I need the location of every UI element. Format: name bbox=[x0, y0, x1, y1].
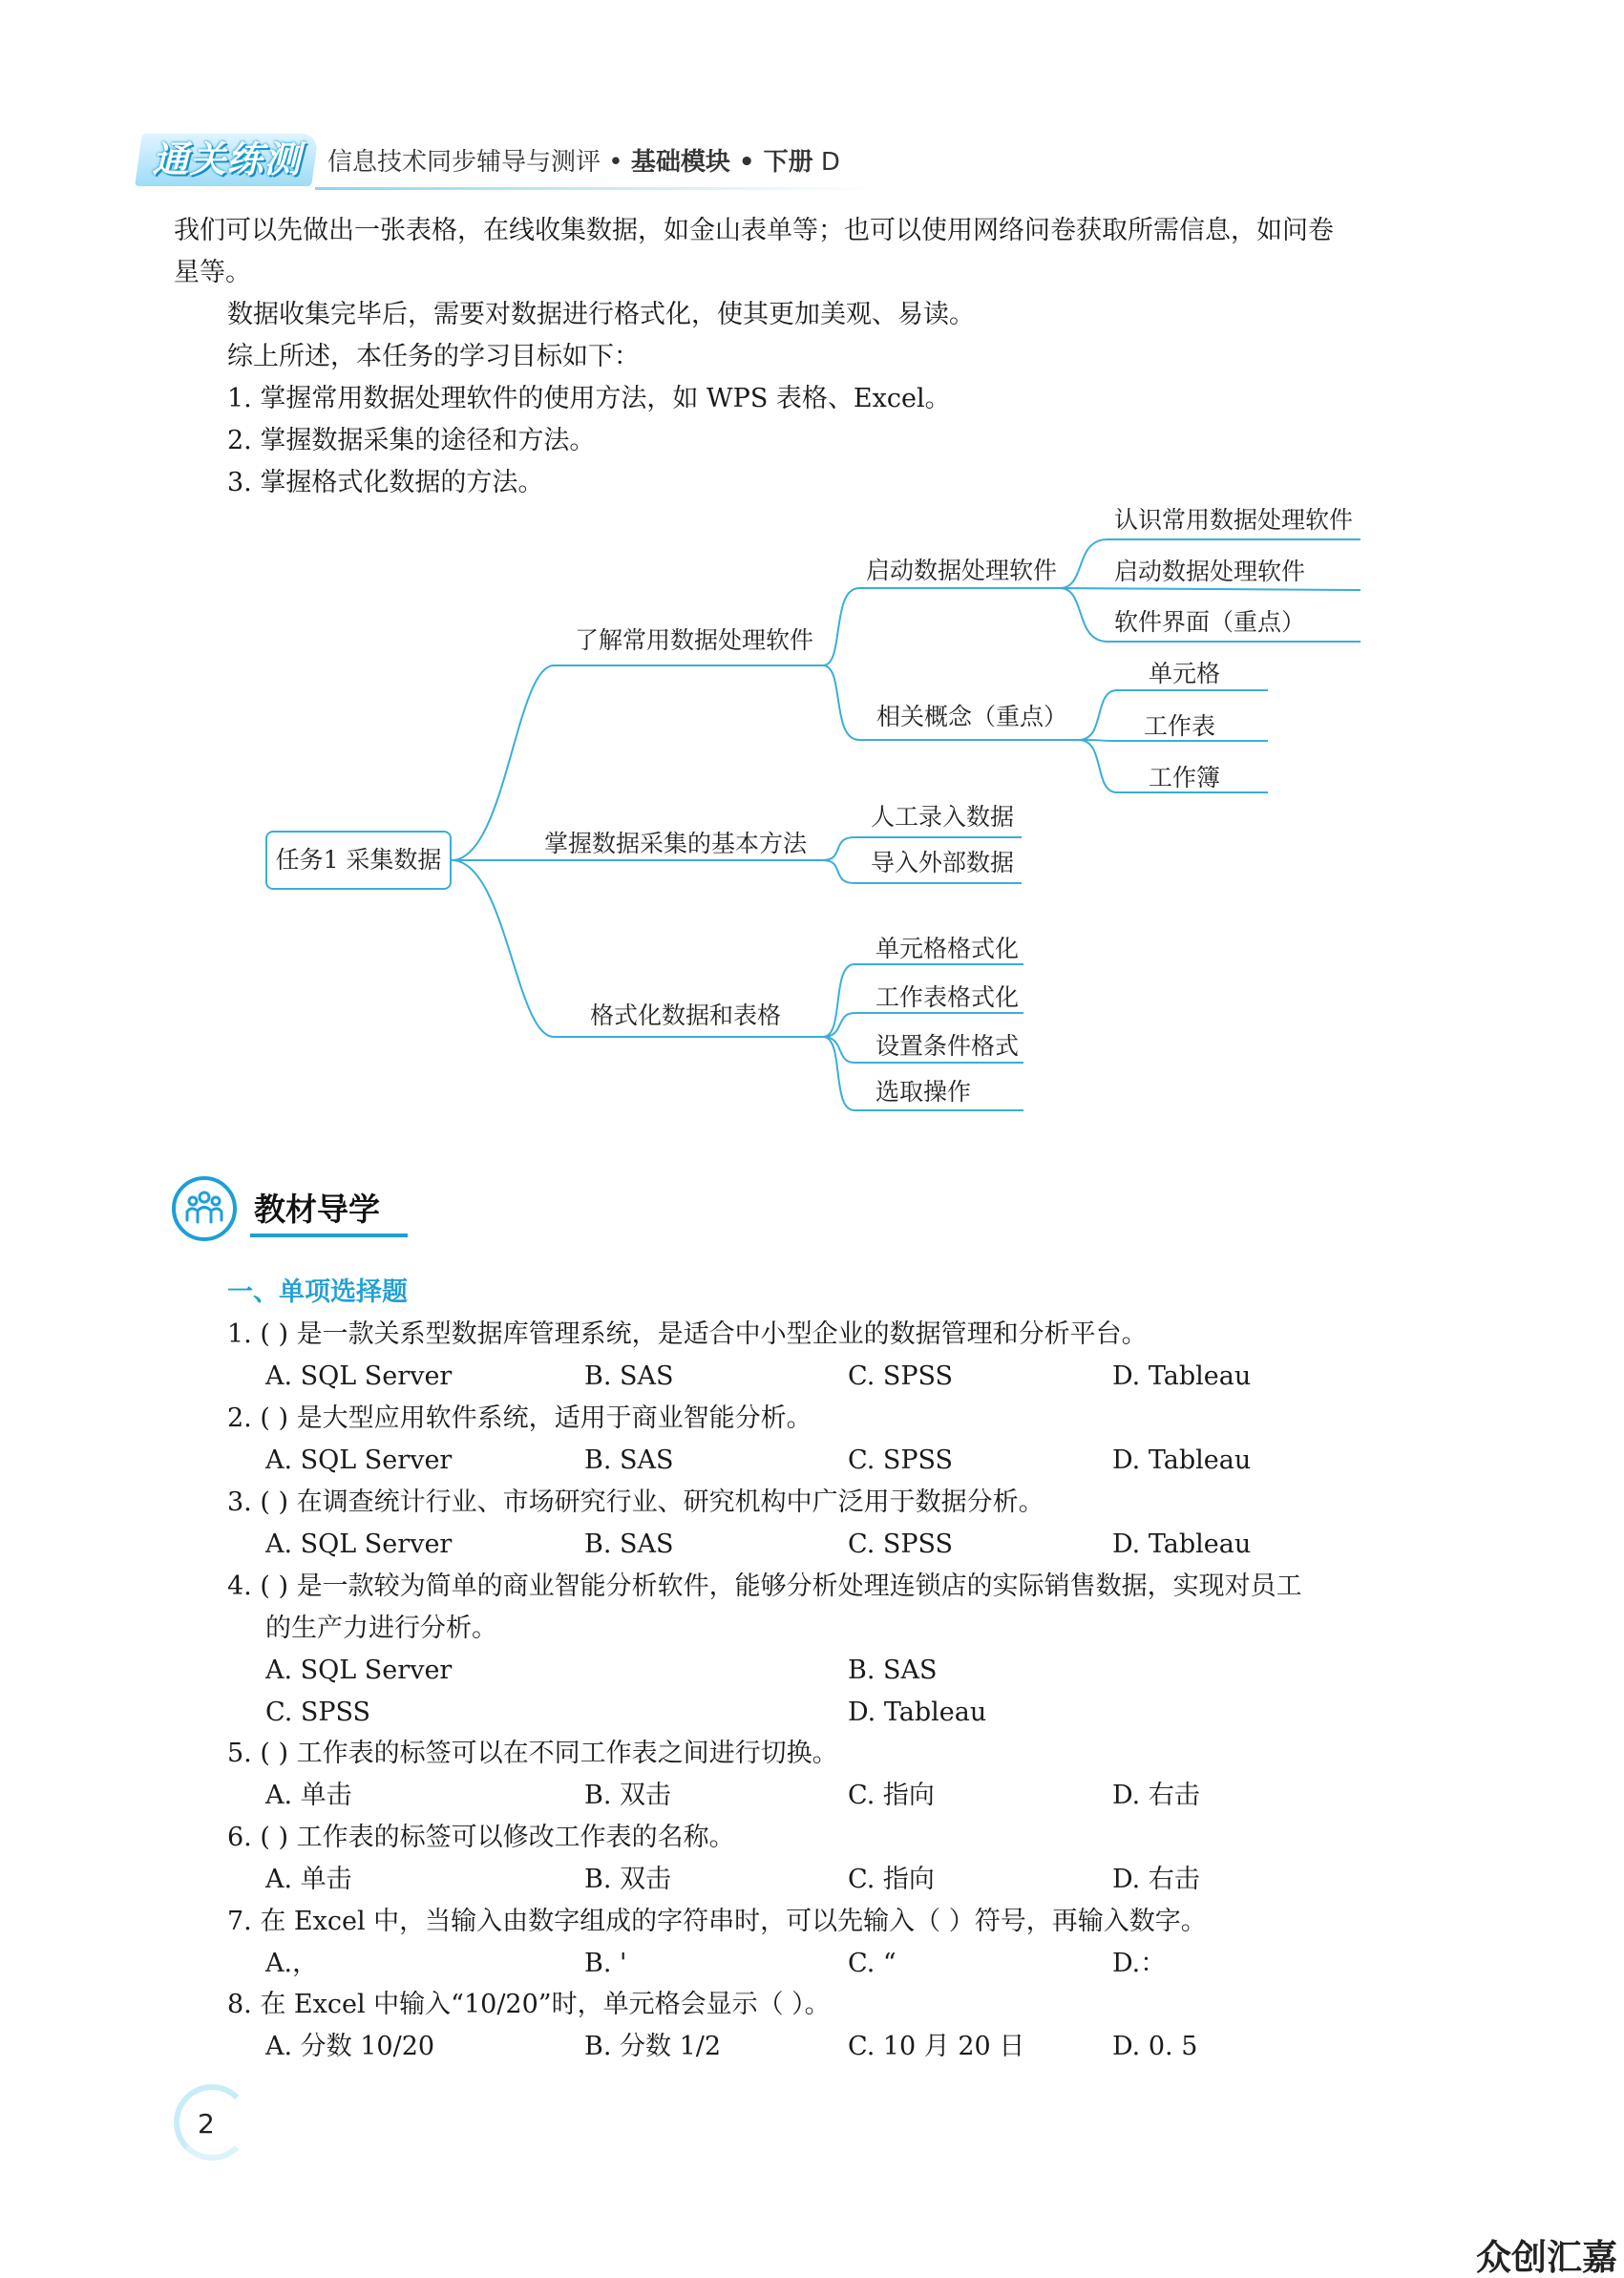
question-option: D. 0. 5 bbox=[1112, 2032, 1198, 2061]
question-option: C. SPSS bbox=[848, 1445, 954, 1475]
question-option: D. Tableau bbox=[1112, 1361, 1252, 1391]
connector-sub1-leaf2 bbox=[1060, 588, 1360, 590]
header-subtitle-suffix: D bbox=[812, 148, 840, 177]
question-option: A. SQL Server bbox=[265, 1529, 453, 1559]
question-option: B. SAS bbox=[848, 1656, 938, 1685]
question-option: C. “ bbox=[848, 1949, 896, 1978]
header-subtitle-bold: 基础模块 • 下册 bbox=[630, 148, 813, 177]
header-rule bbox=[315, 187, 878, 190]
mindmap-branch-3: 格式化数据和表格 bbox=[590, 1002, 782, 1029]
logo-text: 通关练测 bbox=[152, 138, 302, 180]
question-option: B. 双击 bbox=[584, 1865, 672, 1894]
question-stem: 8. 在 Excel 中输入“10/20”时，单元格会显示（ ）。 bbox=[227, 1990, 831, 2019]
question-option: D. Tableau bbox=[1112, 1445, 1252, 1475]
question-option: C. SPSS bbox=[848, 1361, 954, 1391]
mindmap-leaf: 人工录入数据 bbox=[871, 803, 1015, 831]
question-option: B. 双击 bbox=[584, 1781, 672, 1810]
question-option: A. 分数 10/20 bbox=[265, 2032, 435, 2061]
mindmap-leaf: 设置条件格式 bbox=[875, 1032, 1020, 1060]
mindmap-leaf: 工作簿 bbox=[1149, 764, 1221, 791]
mindmap-subbranch-2: 相关概念（重点） bbox=[876, 703, 1068, 730]
learning-goal-2: 2. 掌握数据采集的途径和方法。 bbox=[227, 426, 596, 455]
mindmap-leaf: 单元格 bbox=[1149, 660, 1221, 687]
question-option: B. SAS bbox=[584, 1361, 674, 1391]
question-option: B. SAS bbox=[584, 1445, 674, 1475]
question-option: A. 单击 bbox=[265, 1781, 352, 1810]
question-option: C. 指向 bbox=[848, 1781, 935, 1810]
question-option: A. SQL Server bbox=[265, 1656, 453, 1685]
connector-b1-sub1 bbox=[823, 588, 1060, 665]
question-option: B. SAS bbox=[584, 1529, 674, 1559]
watermark: 众创汇嘉 bbox=[1476, 2237, 1617, 2278]
question-option: A. 单击 bbox=[265, 1865, 352, 1894]
subsection-title: 一、单项选择题 bbox=[227, 1277, 408, 1307]
question-stem: 1. ( ) 是一款关系型数据库管理系统，是适合中小型企业的数据管理和分析平台。 bbox=[227, 1319, 1148, 1349]
question-option: D. Tableau bbox=[848, 1698, 987, 1727]
mindmap-leaf: 启动数据处理软件 bbox=[1114, 558, 1306, 585]
question-option: C. SPSS bbox=[265, 1698, 371, 1727]
mindmap-leaf: 工作表 bbox=[1144, 712, 1216, 740]
question-stem: 2. ( ) 是大型应用软件系统，适用于商业智能分析。 bbox=[227, 1403, 812, 1433]
book-series-logo bbox=[135, 134, 319, 186]
question-option: B. 分数 1/2 bbox=[584, 2032, 722, 2061]
intro-line-1: 我们可以先做出一张表格，在线收集数据，如金山表单等；也可以使用网络问卷获取所需信息，如问卷 bbox=[174, 216, 1334, 245]
mindmap-leaf: 导入外部数据 bbox=[871, 849, 1015, 876]
question-option: C. 10 月 20 日 bbox=[848, 2032, 1025, 2061]
header-subtitle-prefix: 信息技术同步辅导与测评 • bbox=[327, 148, 631, 177]
question-option: D.： bbox=[1112, 1949, 1167, 1978]
intro-para-3: 综上所述，本任务的学习目标如下： bbox=[227, 342, 640, 371]
question-option: D. 右击 bbox=[1112, 1781, 1200, 1810]
question-stem: 3. ( ) 在调查统计行业、市场研究行业、研究机构中广泛用于数据分析。 bbox=[227, 1487, 1044, 1517]
mindmap-leaf: 选取操作 bbox=[875, 1078, 972, 1106]
mindmap-subbranch-1: 启动数据处理软件 bbox=[866, 557, 1058, 584]
question-option: A. SQL Server bbox=[265, 1361, 453, 1391]
question-stem: 6. ( ) 工作表的标签可以修改工作表的名称。 bbox=[227, 1823, 735, 1852]
question-stem: 7. 在 Excel 中，当输入由数字组成的字符串时，可以先输入（ ）符号，再输入数字。 bbox=[227, 1907, 1207, 1936]
mindmap-leaf: 工作表格式化 bbox=[875, 983, 1020, 1011]
question-option: A. SQL Server bbox=[265, 1445, 453, 1475]
running-header bbox=[327, 145, 840, 179]
question-option: D. 右击 bbox=[1112, 1865, 1200, 1894]
intro-line-2: 星等。 bbox=[174, 258, 251, 287]
section-title-underline bbox=[250, 1234, 408, 1237]
learning-goal-1: 1. 掌握常用数据处理软件的使用方法，如 WPS 表格、Excel。 bbox=[227, 384, 951, 413]
mindmap-leaf: 单元格格式化 bbox=[875, 935, 1020, 962]
question-option: D. Tableau bbox=[1112, 1529, 1252, 1559]
mindmap-leaf: 软件界面（重点） bbox=[1114, 608, 1306, 636]
question-option: C. 指向 bbox=[848, 1865, 935, 1894]
learning-goal-3: 3. 掌握格式化数据的方法。 bbox=[227, 468, 544, 497]
mindmap-branch-2: 掌握数据采集的基本方法 bbox=[544, 830, 808, 857]
mindmap-leaf: 认识常用数据处理软件 bbox=[1114, 506, 1354, 534]
question-option: B. ' bbox=[584, 1949, 627, 1978]
section-title: 教材导学 bbox=[254, 1191, 380, 1228]
question-stem: 5. ( ) 工作表的标签可以在不同工作表之间进行切换。 bbox=[227, 1739, 838, 1768]
mindmap-root-node: 任务1 采集数据 bbox=[265, 831, 452, 890]
question-option: A.， bbox=[265, 1949, 319, 1978]
people-group-icon-glyph bbox=[176, 1180, 233, 1237]
mindmap-branch-1: 了解常用数据处理软件 bbox=[575, 626, 814, 654]
question-stem-continued: 的生产力进行分析。 bbox=[265, 1614, 497, 1643]
question-stem: 4. ( ) 是一款较为简单的商业智能分析软件，能够分析处理连锁店的实际销售数据，实现对员工 bbox=[227, 1571, 1302, 1601]
intro-para-2: 数据收集完毕后，需要对数据进行格式化，使其更加美观、易读。 bbox=[227, 300, 975, 329]
question-option: C. SPSS bbox=[848, 1529, 954, 1559]
page-number: 2 bbox=[198, 2108, 215, 2140]
people-group-icon bbox=[172, 1176, 237, 1241]
